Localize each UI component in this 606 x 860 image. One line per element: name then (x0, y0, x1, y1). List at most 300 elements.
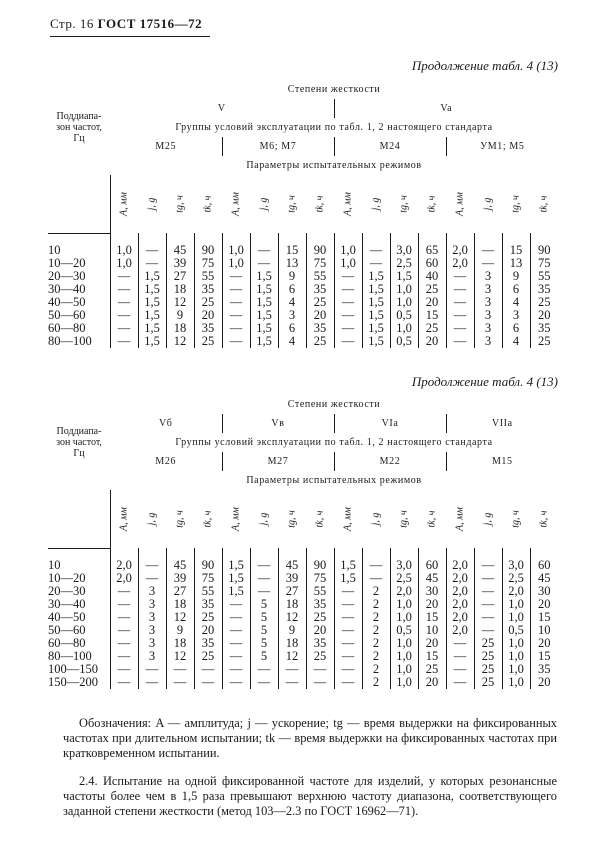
table-cell: 35 (306, 322, 334, 335)
table-cell: 27 (166, 270, 194, 283)
frequency-range: 50—60 (48, 624, 110, 637)
table-row (48, 244, 558, 257)
spacer-cell (334, 233, 362, 244)
table-row (48, 637, 558, 650)
param-label-text: tg, ч (510, 195, 522, 213)
table-cell: 75 (194, 257, 222, 270)
spacer-cell (306, 233, 334, 244)
table-row (48, 611, 558, 624)
table-cell: 1,5 (362, 335, 390, 348)
table-cell: 2 (362, 637, 390, 650)
table-cell: — (334, 650, 362, 663)
stub-line-2: зон частот, (56, 122, 102, 133)
frequency-range: 20—30 (48, 585, 110, 598)
table-cell: 20 (194, 309, 222, 322)
table-cell: 65 (418, 244, 446, 257)
table-cell: 1,5 (250, 283, 278, 296)
table-cell: — (334, 335, 362, 348)
table-cell: — (334, 624, 362, 637)
param-label-text: tk, ч (314, 510, 326, 528)
table-cell: 2 (362, 650, 390, 663)
table-cell: 20 (530, 676, 558, 689)
page-number: Стр. 16 (50, 16, 94, 31)
table-cell: — (362, 244, 390, 257)
table-cell: — (474, 257, 502, 270)
params-header: Параметры испытательных режимов (246, 475, 422, 486)
table-row (48, 663, 558, 676)
param-label-text: j, g (370, 512, 382, 526)
table-cell: 1,5 (250, 322, 278, 335)
table-cell: — (222, 270, 250, 283)
table-cell: 20 (530, 598, 558, 611)
table-cell: — (117, 649, 131, 663)
param-label-text: tg, ч (398, 195, 410, 213)
table-cell: 25 (306, 335, 334, 348)
table-cell: 39 (166, 572, 194, 585)
table-cell: 25 (418, 283, 446, 296)
table-cell: 5 (250, 611, 278, 624)
table-cell: 35 (194, 637, 222, 650)
param-label (530, 175, 558, 233)
table-cell: — (334, 585, 362, 598)
frequency-range: 20—30 (48, 270, 110, 283)
table-cell: — (194, 663, 222, 676)
table-cell: — (306, 676, 334, 689)
spacer-cell (48, 233, 110, 244)
table-cell: 1,5 (362, 270, 390, 283)
table-cell: 3 (474, 283, 502, 296)
table-cell: 3 (474, 322, 502, 335)
table-cell: 4 (278, 335, 306, 348)
groups-header: Группы условий эксплуатации по табл. 1, 2 настоящего стандарта (175, 437, 493, 448)
param-label-text: j, g (146, 512, 158, 526)
table-cell: — (446, 676, 474, 689)
param-label-text: tk, ч (202, 510, 214, 528)
spacer-cell (362, 548, 390, 559)
param-label-text: tg, ч (510, 510, 522, 528)
table-cell: 20 (306, 624, 334, 637)
param-label (222, 175, 250, 233)
param-label (110, 175, 138, 233)
table-cell: 1,0 (502, 663, 530, 676)
table-cell: — (117, 597, 131, 611)
param-label-text: A, мм (342, 192, 354, 216)
spacer-cell (390, 548, 418, 559)
spacer-cell (48, 548, 110, 559)
table-cell: 35 (306, 283, 334, 296)
table-cell: 75 (530, 257, 558, 270)
table-cell: — (222, 335, 250, 348)
table-cell: — (117, 675, 131, 689)
table-cell: 20 (194, 624, 222, 637)
standard-code: ГОСТ 17516—72 (97, 16, 203, 31)
table-cell: 25 (194, 335, 222, 348)
table-cell: 2,0 (446, 572, 474, 585)
table-cell: — (117, 636, 131, 650)
table-cell: 3,0 (390, 244, 418, 257)
table-cell: 15 (418, 309, 446, 322)
table-cell: — (334, 611, 362, 624)
param-label (194, 175, 222, 233)
table-cell: — (117, 584, 131, 598)
stub-cell (48, 175, 110, 233)
param-label (166, 175, 194, 233)
table-cell: — (166, 676, 194, 689)
table-cell: 75 (306, 572, 334, 585)
param-label-text: j, g (146, 197, 158, 211)
param-label (362, 175, 390, 233)
table-cell: 9 (166, 624, 194, 637)
param-label-text: j, g (258, 512, 270, 526)
param-label-text: A, мм (118, 192, 130, 216)
spacer-cell (446, 233, 474, 244)
table-cell: 20 (418, 637, 446, 650)
table-cell: — (446, 296, 474, 309)
frequency-range: 80—100 (48, 650, 110, 663)
table-cell: — (334, 663, 362, 676)
param-label (250, 490, 278, 548)
stub-header (48, 80, 110, 175)
table-row (48, 650, 558, 663)
table-row (48, 572, 558, 585)
table-cell: — (117, 269, 131, 283)
stub-header (48, 395, 110, 490)
table-cell: 25 (306, 650, 334, 663)
table-cell: 90 (194, 559, 222, 572)
table-cell: 6 (278, 322, 306, 335)
table-cell: 1,5 (334, 559, 362, 572)
degree-label: Vв (222, 414, 334, 433)
rigidity-header: Степени жесткости (287, 399, 381, 410)
table-cell: 1,0 (390, 322, 418, 335)
table-cell: 15 (530, 650, 558, 663)
table-cell: 45 (166, 244, 194, 257)
table2-title: Продолжение табл. 4 (13) (411, 374, 558, 389)
spacer-cell (530, 233, 558, 244)
table-cell: 15 (418, 611, 446, 624)
param-label (446, 490, 474, 548)
table-cell: 1,0 (334, 244, 362, 257)
table-cell: 30 (530, 585, 558, 598)
table-cell: — (222, 650, 250, 663)
table-cell: 75 (194, 572, 222, 585)
notes-text: Обозначения: A — амплитуда; j — ускорение; tg — время выдержки на фиксированных частотах при длительном испытании; tk — время выдержки на фиксированных частотах при кратковременном испытании. (63, 716, 557, 760)
spacer-cell (530, 548, 558, 559)
param-label-text: tg, ч (174, 195, 186, 213)
table-cell: — (446, 663, 474, 676)
table-row (48, 598, 558, 611)
spacer-cell (418, 548, 446, 559)
table-cell: 39 (278, 572, 306, 585)
table-cell: 45 (418, 572, 446, 585)
table-cell: 55 (306, 585, 334, 598)
table-cell: 25 (530, 335, 558, 348)
table-cell: 20 (530, 637, 558, 650)
table-cell: 1,0 (116, 243, 132, 257)
table-cell: 60 (530, 559, 558, 572)
degree-label: VIIa (446, 414, 558, 433)
params-header: Параметры испытательных режимов (246, 160, 422, 171)
table-cell: — (306, 663, 334, 676)
table-cell: 25 (306, 296, 334, 309)
table-cell: 3,0 (502, 559, 530, 572)
table-cell: 4 (502, 296, 530, 309)
table-cell: 25 (474, 637, 502, 650)
table-cell: 3 (474, 296, 502, 309)
spacer-cell (278, 548, 306, 559)
table-cell: — (138, 572, 166, 585)
table-cell: 2 (362, 611, 390, 624)
table-cell: — (446, 650, 474, 663)
table-cell: 2,5 (390, 572, 418, 585)
table-cell: 1,0 (390, 283, 418, 296)
table-cell: 3 (138, 585, 166, 598)
table-cell: 2,0 (446, 611, 474, 624)
group-label: M26 (155, 456, 177, 467)
spacer-cell (474, 548, 502, 559)
table-cell: — (446, 335, 474, 348)
table-cell: 9 (166, 309, 194, 322)
param-label-text: A, мм (118, 507, 130, 531)
table-cell: 45 (166, 559, 194, 572)
table-cell: 60 (418, 257, 446, 270)
param-label-text: tk, ч (426, 510, 438, 528)
table-cell: 5 (250, 598, 278, 611)
table-cell: 90 (306, 559, 334, 572)
table-cell: 75 (306, 257, 334, 270)
table1-title: Продолжение табл. 4 (13) (411, 58, 558, 73)
table-cell: 1,5 (250, 270, 278, 283)
table-cell: 15 (530, 611, 558, 624)
table-cell: 3 (138, 598, 166, 611)
table-cell: — (474, 244, 502, 257)
param-label (278, 490, 306, 548)
frequency-range: 60—80 (48, 637, 110, 650)
table-cell: 1,5 (250, 296, 278, 309)
param-label (418, 175, 446, 233)
groups-header: Группы условий эксплуатации по табл. 1, 2 настоящего стандарта (175, 122, 493, 133)
param-label-text: tk, ч (202, 195, 214, 213)
table-cell: — (250, 257, 278, 270)
param-label (138, 175, 166, 233)
table-cell: 55 (194, 585, 222, 598)
group-label: M15 (446, 452, 558, 471)
table-cell: 1,5 (250, 309, 278, 322)
spacer-cell (250, 233, 278, 244)
table-cell: — (362, 559, 390, 572)
spacer-cell (306, 548, 334, 559)
table-cell: — (474, 598, 502, 611)
table-cell: 2,0 (390, 585, 418, 598)
table-cell: — (250, 572, 278, 585)
table-cell: — (250, 663, 278, 676)
table-cell: 1,5 (362, 283, 390, 296)
frequency-range: 10 (48, 559, 110, 572)
table-cell: 35 (194, 598, 222, 611)
param-label (166, 490, 194, 548)
param-label (110, 490, 138, 548)
table-cell: 15 (502, 244, 530, 257)
degree-label: Vб (158, 418, 173, 429)
table-cell: 0,5 (390, 335, 418, 348)
rigidity-header: Степени жесткости (287, 84, 381, 95)
table-cell: 1,0 (502, 637, 530, 650)
table-cell: 40 (418, 270, 446, 283)
table-cell: — (278, 676, 306, 689)
table-cell: 1,0 (502, 598, 530, 611)
table-cell: 3,0 (390, 559, 418, 572)
table-cell: 4 (278, 296, 306, 309)
table-cell: 1,5 (138, 296, 166, 309)
param-label-text: A, мм (342, 507, 354, 531)
table-cell: — (334, 676, 362, 689)
table-cell: 1,0 (390, 598, 418, 611)
table-cell: — (222, 322, 250, 335)
table-cell: — (334, 283, 362, 296)
spacer-cell (502, 233, 530, 244)
table-cell: — (222, 676, 250, 689)
table-cell: 1,5 (138, 309, 166, 322)
table-cell: — (250, 244, 278, 257)
table-cell: — (117, 610, 131, 624)
table-cell: 35 (306, 637, 334, 650)
table-cell: 0,5 (390, 624, 418, 637)
table-cell: — (474, 624, 502, 637)
table-cell: 20 (418, 335, 446, 348)
table-cell: — (362, 572, 390, 585)
table-cell: — (117, 321, 131, 335)
table-cell: 2 (362, 598, 390, 611)
table-cell: 60 (418, 559, 446, 572)
spacer-cell (278, 233, 306, 244)
table-cell: 20 (306, 309, 334, 322)
stub-line-3: Гц (73, 133, 85, 144)
param-label-text: tk, ч (538, 195, 550, 213)
header-rule (50, 36, 210, 37)
table-cell: 2,0 (116, 571, 132, 585)
stub-line-1: Поддиапа- (56, 426, 102, 437)
table-cell: — (474, 611, 502, 624)
table-cell: — (446, 270, 474, 283)
table-cell: — (138, 244, 166, 257)
param-label (250, 175, 278, 233)
table-cell: 20 (418, 296, 446, 309)
table-cell: 3 (474, 335, 502, 348)
table-cell: 1,0 (222, 244, 250, 257)
table-cell: 25 (194, 296, 222, 309)
param-label (446, 175, 474, 233)
table-cell: 90 (306, 244, 334, 257)
table-cell: 12 (166, 296, 194, 309)
table-cell: 55 (194, 270, 222, 283)
group-label: M25 (155, 141, 177, 152)
spacer-cell (110, 548, 138, 559)
spacer-cell (138, 233, 166, 244)
table-cell: — (138, 257, 166, 270)
table-cell: — (138, 676, 166, 689)
table-row (48, 335, 558, 348)
table-cell: — (334, 598, 362, 611)
table-cell: — (250, 585, 278, 598)
group-label: УМ1; M5 (446, 137, 558, 156)
table-cell: 9 (502, 270, 530, 283)
table-cell: 1,0 (390, 650, 418, 663)
table-cell: — (222, 598, 250, 611)
param-label (474, 175, 502, 233)
param-label (362, 490, 390, 548)
table-row (48, 283, 558, 296)
table-cell: 2,5 (502, 572, 530, 585)
table-cell: 3 (474, 270, 502, 283)
table-cell: — (117, 623, 131, 637)
spacer-cell (390, 233, 418, 244)
table-cell: 25 (194, 611, 222, 624)
table-cell: 35 (530, 283, 558, 296)
table-cell: — (222, 296, 250, 309)
param-label (390, 490, 418, 548)
table-row (48, 585, 558, 598)
table-cell: 0,5 (502, 624, 530, 637)
table-cell: 1,5 (138, 270, 166, 283)
spacer-cell (166, 548, 194, 559)
table-cell: 2,0 (446, 244, 474, 257)
spacer-cell (194, 548, 222, 559)
param-label-text: tg, ч (286, 195, 298, 213)
table-cell: 5 (250, 637, 278, 650)
degree-label: V (217, 103, 226, 114)
table-cell: 25 (474, 650, 502, 663)
group-label: M22 (334, 452, 446, 471)
table-cell: 1,5 (222, 585, 250, 598)
table-cell: — (166, 663, 194, 676)
stub-line-1: Поддиапа- (56, 111, 102, 122)
table-cell: 90 (530, 244, 558, 257)
table-cell: 12 (166, 611, 194, 624)
param-label-text: j, g (482, 197, 494, 211)
table-cell: 1,0 (390, 296, 418, 309)
table-cell: 35 (194, 283, 222, 296)
spacer-cell (474, 233, 502, 244)
param-label-text: tk, ч (426, 195, 438, 213)
table-cell: 1,5 (250, 335, 278, 348)
table-cell: — (446, 322, 474, 335)
table-cell: 39 (166, 257, 194, 270)
table-cell: 6 (278, 283, 306, 296)
frequency-range: 10—20 (48, 257, 110, 270)
table-cell: 55 (306, 270, 334, 283)
param-label (334, 490, 362, 548)
table-cell: 18 (278, 637, 306, 650)
stub-line-2: зон частот, (56, 437, 102, 448)
spacer-cell (418, 233, 446, 244)
table-cell: — (446, 283, 474, 296)
table-cell: 2,0 (446, 559, 474, 572)
table-cell: 20 (418, 676, 446, 689)
table-cell: — (334, 637, 362, 650)
table-cell: 12 (166, 335, 194, 348)
table-cell: 35 (306, 598, 334, 611)
spacer-cell (334, 548, 362, 559)
stub-line-3: Гц (73, 448, 85, 459)
table-cell: 25 (306, 611, 334, 624)
table-cell: 13 (278, 257, 306, 270)
table-cell: — (222, 637, 250, 650)
table-cell: 4 (502, 335, 530, 348)
table-cell: — (446, 637, 474, 650)
table-cell: 45 (530, 572, 558, 585)
table-cell: 55 (530, 270, 558, 283)
table-cell: — (250, 676, 278, 689)
